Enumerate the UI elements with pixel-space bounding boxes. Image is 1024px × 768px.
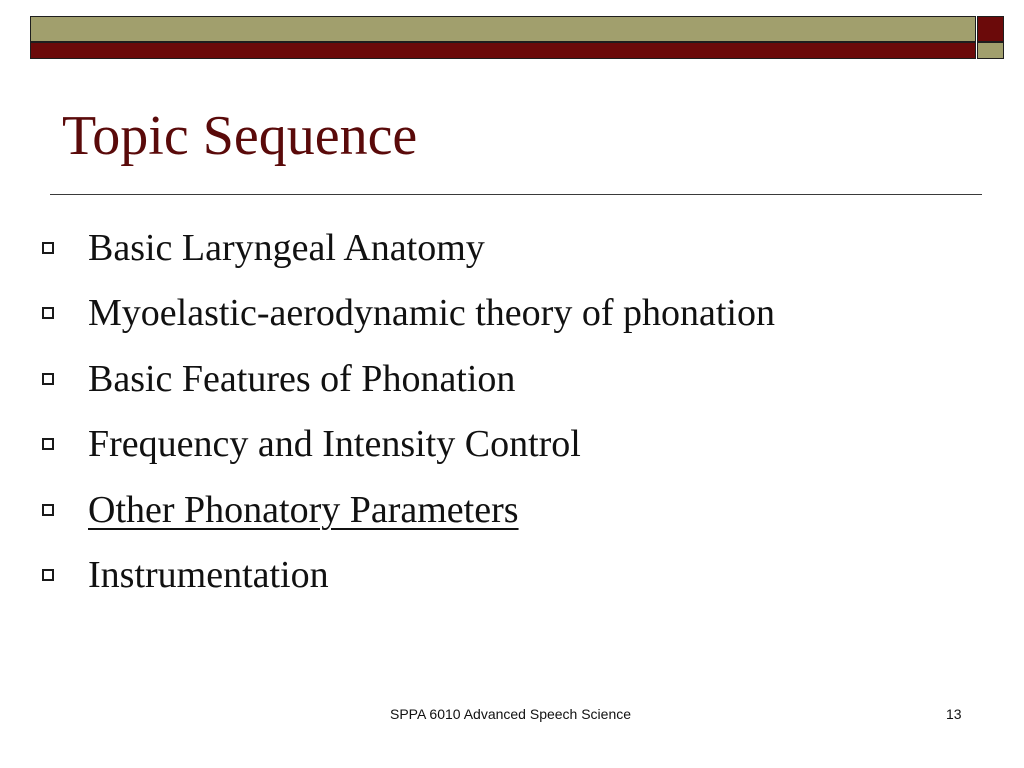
slide-title: Topic Sequence: [62, 105, 418, 167]
hollow-square-bullet-icon: [42, 438, 54, 450]
header-band-maroon: [30, 42, 976, 59]
hollow-square-bullet-icon: [42, 373, 54, 385]
hollow-square-bullet-icon: [42, 569, 54, 581]
bullet-text: Basic Features of Phonation: [88, 357, 516, 400]
header-band-olive: [30, 16, 976, 42]
hollow-square-bullet-icon: [42, 504, 54, 516]
bullet-text: Frequency and Intensity Control: [88, 423, 581, 466]
bullet-item: [40, 477, 775, 543]
bullet-item: [40, 281, 775, 347]
bullet-text: Instrumentation: [88, 554, 329, 597]
bullet-text: Basic Laryngeal Anatomy: [88, 226, 485, 269]
title-divider: [50, 194, 982, 195]
header-corner-square-olive: [977, 42, 1004, 59]
bullet-item: [40, 215, 775, 281]
bullet-item: [40, 346, 775, 412]
bullet-list: [40, 215, 775, 608]
hollow-square-bullet-icon: [42, 242, 54, 254]
bullet-link-other-phonatory-parameters[interactable]: Other Phonatory Parameters: [88, 488, 519, 531]
hollow-square-bullet-icon: [42, 307, 54, 319]
bullet-text: Myoelastic-aerodynamic theory of phonation: [88, 292, 775, 335]
page-number: 13: [946, 706, 962, 722]
footer-course-title: SPPA 6010 Advanced Speech Science: [390, 706, 632, 722]
bullet-item: [40, 412, 775, 478]
header-corner-square-maroon: [977, 16, 1004, 42]
bullet-item: [40, 543, 775, 609]
